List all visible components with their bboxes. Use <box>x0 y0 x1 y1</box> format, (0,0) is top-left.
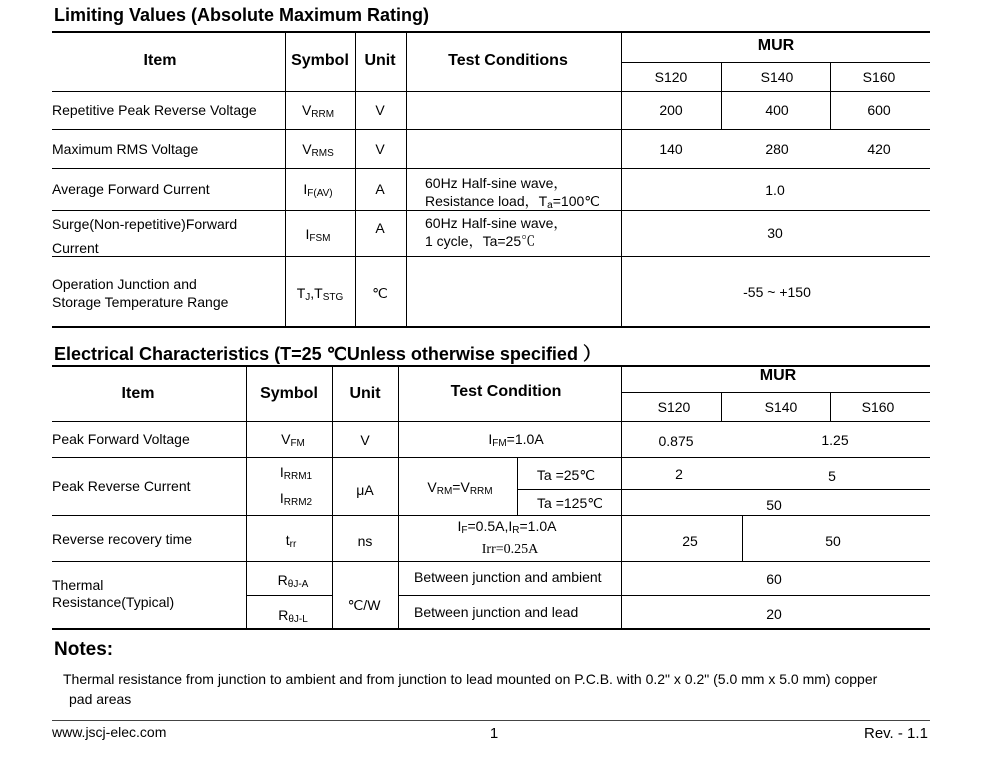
electrical-row-value: 5 <box>828 468 836 484</box>
electrical-row-condition: Between junction and lead <box>414 604 579 620</box>
footer-divider <box>52 720 930 721</box>
electrical-row-symbol: $I_{RRM1}$ <box>279 464 313 482</box>
limiting-title: Limiting Values (Absolute Maximum Rating) <box>54 5 430 25</box>
electrical-row-condition: Between junction and ambient <box>414 569 602 585</box>
limiting-part-s120: S120 <box>654 69 688 85</box>
limiting-header-group: MUR <box>757 37 795 54</box>
electrical-row-unit: μA <box>356 482 374 498</box>
electrical-row-condition: $V_{RM}=V_{RRM}$ <box>427 479 493 497</box>
limiting-row-item: Repetitive Peak Reverse Voltage <box>52 102 257 118</box>
electrical-row-item: Peak Reverse Current <box>52 478 191 494</box>
electrical-row-value: 1.25 <box>821 432 849 448</box>
limiting-row-symbol: $I_{FSM}$ <box>305 226 331 244</box>
electrical-row-symbol: $t_{rr}$ <box>285 532 297 550</box>
electrical-row-symbol: $V_{FM}$ <box>281 431 305 449</box>
limiting-row-condition: 60Hz Half-sine wave， <box>425 215 568 231</box>
footer-website: www.jscj-elec.com <box>52 724 167 740</box>
limiting-row-value: 600 <box>867 102 891 118</box>
limiting-row-item: Maximum RMS Voltage <box>52 141 199 157</box>
electrical-row-unit: V <box>360 432 370 448</box>
electrical-row-item: Reverse recovery time <box>52 531 193 547</box>
electrical-header-unit: Unit <box>349 385 381 402</box>
electrical-header-test: Test Condition <box>450 383 562 400</box>
electrical-row-condition: $I_{FM}=1.0A$ <box>488 431 544 449</box>
electrical-row-symbol: $R_{\theta J-L}$ <box>278 607 308 625</box>
electrical-header-symbol: Symbol <box>260 385 318 402</box>
limiting-row-symbol: $V_{RRM}$ <box>301 102 335 120</box>
limiting-row-value: 400 <box>765 102 789 118</box>
limiting-row-item: Current <box>52 240 99 256</box>
electrical-row-item: Thermal <box>52 577 104 593</box>
electrical-row-condition: Ta =25℃ <box>536 467 596 483</box>
limiting-row-value: 140 <box>659 141 683 157</box>
limiting-row-symbol: $T_J,T_{STG}$ <box>296 285 344 303</box>
electrical-row-value: 25 <box>682 533 698 549</box>
limiting-row-value: 200 <box>659 102 683 118</box>
limiting-row-unit: V <box>375 102 385 118</box>
electrical-header-item: Item <box>121 385 155 402</box>
footer-revision: Rev. - 1.1 <box>864 725 928 742</box>
electrical-row-unit: ℃/W <box>347 597 381 613</box>
limiting-row-item: Storage Temperature Range <box>52 294 229 310</box>
electrical-row-condition: Irr=0.25A <box>481 542 539 557</box>
electrical-row-symbol: $I_{RRM2}$ <box>279 490 313 508</box>
electrical-row-item: Peak Forward Voltage <box>52 431 190 447</box>
limiting-row-condition: 60Hz Half-sine wave， <box>425 175 568 191</box>
limiting-row-symbol: $I_{F(AV)}$ <box>303 181 333 199</box>
electrical-row-symbol: $R_{\theta J-A}$ <box>277 572 309 590</box>
notes-title: Notes: <box>54 639 114 660</box>
electrical-row-value: 50 <box>766 497 782 513</box>
limiting-row-item: Operation Junction and <box>52 276 197 292</box>
limiting-row-condition: 1 cycle，Ta=25℃ <box>425 233 536 249</box>
electrical-row-condition: $I_F=0.5A,I_R=1.0A$ <box>457 518 557 536</box>
electrical-row-value: 50 <box>825 533 841 549</box>
limiting-header-test: Test Conditions <box>448 52 568 69</box>
notes-text: pad areas <box>69 691 132 707</box>
limiting-header-unit: Unit <box>364 52 396 69</box>
limiting-row-value: 30 <box>767 225 783 241</box>
electrical-part-s140: S140 <box>764 399 798 415</box>
electrical-row-unit: ns <box>357 533 373 549</box>
limiting-row-symbol: $V_{RMS}$ <box>302 141 334 159</box>
notes-text: Thermal resistance from junction to ambient and from junction to lead mounted on P.C.B. with 0.2" x 0.2" (5.0 mm x 5.0 mm) copper <box>63 671 878 687</box>
electrical-row-condition: Ta =125℃ <box>537 495 603 511</box>
limiting-row-unit: A <box>375 220 385 236</box>
footer-page-number: 1 <box>489 725 499 742</box>
electrical-row-item: Resistance(Typical) <box>52 594 175 610</box>
limiting-row-unit: ℃ <box>372 285 388 301</box>
limiting-header-item: Item <box>143 52 177 69</box>
electrical-row-value: 60 <box>766 571 782 587</box>
limiting-row-unit: A <box>375 181 385 197</box>
limiting-header-symbol: Symbol <box>291 52 349 69</box>
limiting-row-unit: V <box>375 141 385 157</box>
limiting-row-value: 280 <box>765 141 789 157</box>
limiting-row-item: Surge(Non-repetitive)Forward <box>52 216 238 232</box>
limiting-row-value: 1.0 <box>765 182 785 198</box>
electrical-part-s160: S160 <box>861 399 895 415</box>
electrical-part-s120: S120 <box>657 399 691 415</box>
electrical-title: Electrical Characteristics (T=25 ℃Unless otherwise specified ） <box>54 344 601 364</box>
limiting-part-s160: S160 <box>862 69 896 85</box>
limiting-row-value: 420 <box>867 141 891 157</box>
electrical-header-group: MUR <box>759 367 797 384</box>
electrical-row-value: 20 <box>766 606 782 622</box>
limiting-row-value: -55 ~ +150 <box>743 284 811 300</box>
limiting-row-item: Average Forward Current <box>52 181 210 197</box>
limiting-row-condition: Resistance load，$T_a=100℃$ <box>425 193 600 211</box>
electrical-row-value: 2 <box>675 466 683 482</box>
electrical-row-value: 0.875 <box>658 433 694 449</box>
limiting-part-s140: S140 <box>760 69 794 85</box>
